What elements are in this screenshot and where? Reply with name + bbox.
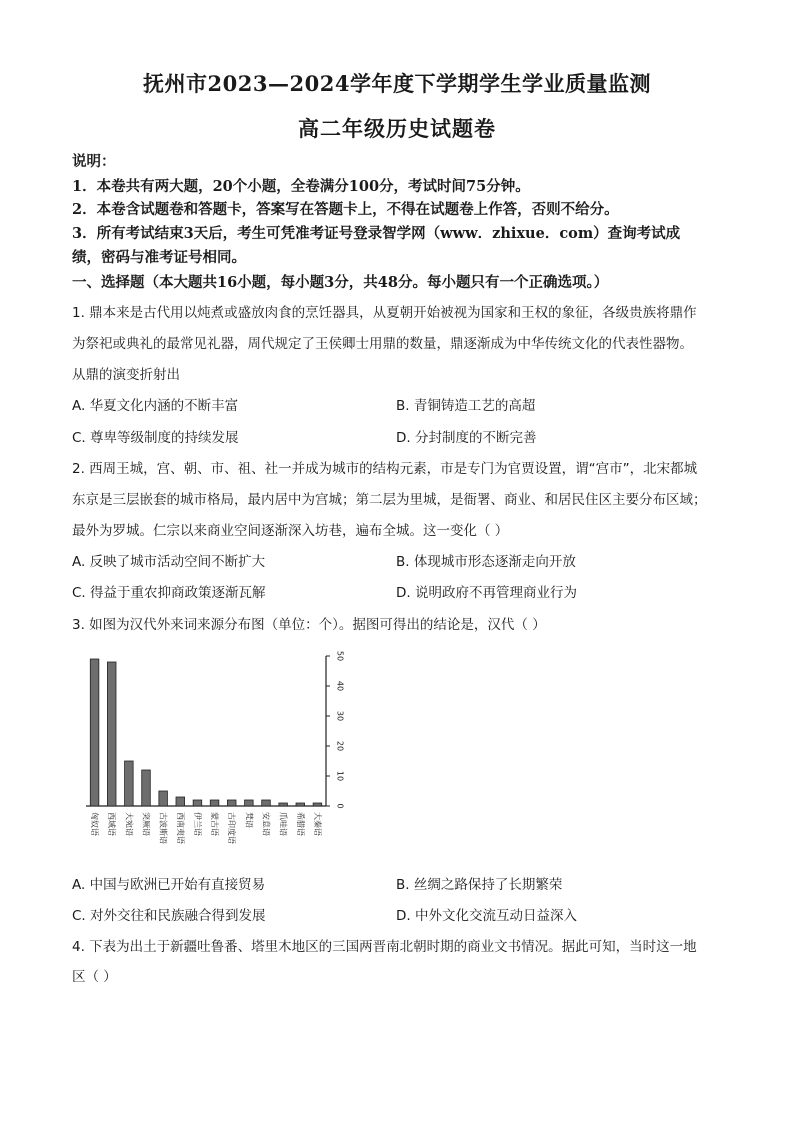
bar	[210, 800, 219, 806]
category-label: 希腊语	[295, 812, 305, 836]
q2-option-d: D. 说明政府不再管理商业行为	[396, 585, 577, 601]
q4-stem-line: 4. 下表为出土于新疆吐鲁番、塔里木地区的三国两晋南北朝时期的商业文书情况。据此可知，当时这一地	[72, 939, 697, 955]
q1-stem-line: 为祭祀或典礼的最常见礼器，周代规定了王侯卿士用鼎的数量，鼎逐渐成为中华传统文化的代表性器物。	[72, 336, 693, 352]
instruction-item: 3．所有考试结束3天后，考生可凭准考证号登录智学网（www．zhixue．com）查询考试成	[72, 225, 681, 242]
category-label: 西域语	[107, 812, 117, 836]
bar	[227, 800, 236, 806]
q2-stem-line: 2. 西周王城，宫、朝、市、祖、社一并成为城市的结构元素，市是专门为官贾设置，谓“宫市”，北宋都城	[72, 461, 698, 477]
bar	[245, 800, 254, 806]
q3-option-b: B. 丝绸之路保持了长期繁荣	[396, 877, 563, 893]
q2-stem-line: 最外为罗城。仁宗以来商业空间逐渐深入坊巷，遍布全城。这一变化（ ）	[72, 523, 509, 539]
instructions-heading: 说明：	[72, 153, 116, 170]
instruction-item: 1．本卷共有两大题，20个小题，全卷满分100分，考试时间75分钟。	[72, 178, 530, 195]
category-label: 匈奴语	[90, 812, 100, 836]
category-label: 古印度语	[227, 812, 237, 844]
q2-option-b: B. 体现城市形态逐渐走向开放	[396, 554, 576, 570]
y-tick-label: 0	[335, 803, 345, 809]
y-tick-label: 30	[335, 710, 345, 722]
y-tick-label: 40	[335, 680, 345, 692]
bar	[193, 800, 202, 806]
category-label: 西南夷语	[175, 812, 185, 844]
y-tick-label: 10	[335, 770, 345, 782]
bar	[296, 803, 305, 806]
q1-stem-line: 从鼎的演变折射出	[72, 367, 180, 383]
category-label: 伊兰语	[192, 812, 202, 836]
bar	[107, 662, 116, 806]
q3-option-c: C. 对外交往和民族融合得到发展	[72, 908, 266, 924]
category-label: 古波斯语	[158, 812, 168, 844]
category-label: 大宛语	[124, 812, 134, 836]
bar	[125, 761, 134, 806]
bar	[159, 791, 168, 806]
instruction-item: 2．本卷含试题卷和答题卡，答案写在答题卡上，不得在试题卷上作答，否则不给分。	[72, 201, 619, 218]
loanword-bar-chart	[80, 648, 360, 858]
y-tick-label: 20	[335, 740, 345, 752]
exam-title: 抚州市2023—2024学年度下学期学生学业质量监测	[143, 71, 651, 96]
exam-subtitle: 高二年级历史试题卷	[298, 116, 496, 141]
section-heading: 一、选择题（本大题共16小题，每小题3分，共48分。每小题只有一个正确选项。）	[72, 274, 609, 291]
q3-option-d: D. 中外文化交流互动日益深入	[396, 908, 577, 924]
category-label: 爪哇语	[278, 812, 288, 836]
q1-option-d: D. 分封制度的不断完善	[396, 430, 537, 446]
q1-option-b: B. 青铜铸造工艺的高超	[396, 398, 536, 414]
q2-stem-line: 东京是三层嵌套的城市格局，最内居中为宫城；第二层为里城，是衙署、商业、和居民住区主要分布区域；	[72, 492, 707, 508]
q1-stem-line: 1. 鼎本来是古代用以炖煮或盛放肉食的烹饪器具，从夏朝开始被视为国家和王权的象征，各级贵族将鼎作	[72, 305, 697, 321]
instruction-item: 绩，密码与准考证号相同。	[72, 249, 246, 266]
bar	[90, 659, 99, 806]
q1-option-a: A. 华夏文化内涵的不断丰富	[72, 398, 239, 414]
category-label: 安息语	[261, 812, 271, 836]
q4-stem-line: 区（ ）	[72, 969, 117, 985]
q1-option-c: C. 尊卑等级制度的持续发展	[72, 430, 239, 446]
bar	[262, 800, 271, 806]
bar	[313, 803, 322, 806]
category-label: 突厥语	[141, 812, 151, 836]
q2-option-c: C. 得益于重农抑商政策逐渐瓦解	[72, 585, 266, 601]
y-tick-label: 50	[335, 650, 345, 662]
q2-option-a: A. 反映了城市活动空间不断扩大	[72, 554, 266, 570]
bar	[142, 770, 151, 806]
q3-option-a: A. 中国与欧洲已开始有直接贸易	[72, 877, 266, 893]
q3-stem-line: 3. 如图为汉代外来词来源分布图（单位：个）。据图可得出的结论是，汉代（ ）	[72, 617, 546, 633]
category-label: 大秦语	[312, 812, 322, 836]
bar	[176, 797, 185, 806]
category-label: 梵语	[244, 812, 254, 828]
bar	[279, 803, 288, 806]
category-label: 蒙古语	[210, 812, 220, 836]
